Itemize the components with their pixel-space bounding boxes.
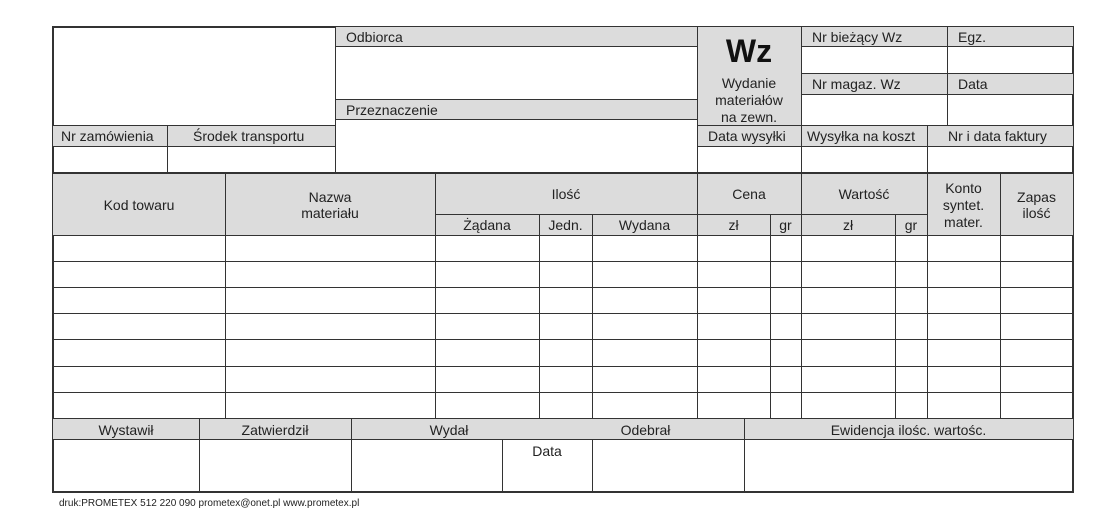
row-line [53,366,1073,367]
zadana-header: Żądana [463,217,511,233]
form-logo: Wz [725,33,773,69]
wartosc-gr-header: gr [904,217,918,233]
v-line [927,125,928,173]
v-line [801,173,802,419]
v-line [335,27,336,173]
h-line [435,214,801,215]
row-line [53,261,1073,262]
wysylka-na-koszt-label: Wysyłka na koszt [807,128,916,144]
print-info: druk:PROMETEX 512 220 090 prometex@onet.pl www.prometex.pl [59,498,360,509]
h-line [801,46,1073,47]
v-line [167,125,168,173]
odbiorca-label: Odbiorca [346,29,403,45]
ilosc-header: Ilość [551,186,581,202]
wartosc-zl-header: zł [842,217,854,233]
zapas-header-line2: ilość [1022,205,1051,221]
v-line [895,214,896,419]
cena-gr-header: gr [779,217,792,233]
row-line [53,287,1073,288]
v-line [592,214,593,419]
h-line [697,146,1073,147]
wydana-header: Wydana [618,217,671,233]
footer-data-label: Data [532,443,562,459]
row-line [53,313,1073,314]
h-line [53,125,336,126]
wydal-label: Wydał [429,422,469,438]
h-line [53,172,1073,174]
h-line [697,125,1073,126]
data-label: Data [958,76,988,92]
h-line [53,235,1073,236]
h-line [801,94,1073,95]
konto-header-line3: mater. [944,214,983,230]
v-line [697,173,698,419]
v-line [539,214,540,419]
srodek-transportu-label: Środek transportu [193,128,305,144]
v-line [947,27,948,125]
nr-magaz-label: Nr magaz. Wz [812,76,901,92]
nazwa-header-line2: materiału [301,205,359,221]
data-wysylki-label: Data wysyłki [708,128,786,144]
h-line [53,418,1073,419]
logo-subtitle-line2: materiałów [715,92,783,108]
zatwierdzil-label: Zatwierdził [241,422,309,438]
row-line [53,392,1073,393]
konto-header-line1: Konto [945,180,982,196]
v-line [801,27,802,173]
wystawil-label: Wystawił [98,422,154,438]
h-line [336,99,697,100]
logo-subtitle-line1: Wydanie [721,75,777,91]
cena-header: Cena [732,186,766,202]
nr-zamowienia-label: Nr zamówienia [61,128,154,144]
h-line [53,439,1073,440]
nr-data-faktury-label: Nr i data faktury [948,128,1047,144]
ewidencja-label: Ewidencja ilośc. wartośc. [830,422,987,438]
zapas-header-line1: Zapas [1017,189,1056,205]
cena-zl-header: zł [728,217,739,233]
jedn-header: Jedn. [548,217,583,233]
przeznaczenie-label: Przeznaczenie [346,102,438,118]
v-line [770,214,771,419]
konto-header-line2: syntet. [942,197,985,213]
wartosc-header: Wartość [838,186,890,202]
h-line [53,146,336,147]
v-line [435,173,436,419]
h-line [801,214,927,215]
egz-label: Egz. [958,29,987,45]
nazwa-header-line1: Nazwa [308,189,352,205]
kod-towaru-header: Kod towaru [103,197,175,213]
h-line [801,73,1073,74]
h-line [336,119,697,120]
logo-subtitle-line3: na zewn. [720,109,778,125]
v-line [592,439,593,493]
nr-biezacy-label: Nr bieżący Wz [812,29,903,45]
odebral-label: Odebrał [620,422,671,438]
row-line [53,339,1073,340]
h-line [336,46,697,47]
